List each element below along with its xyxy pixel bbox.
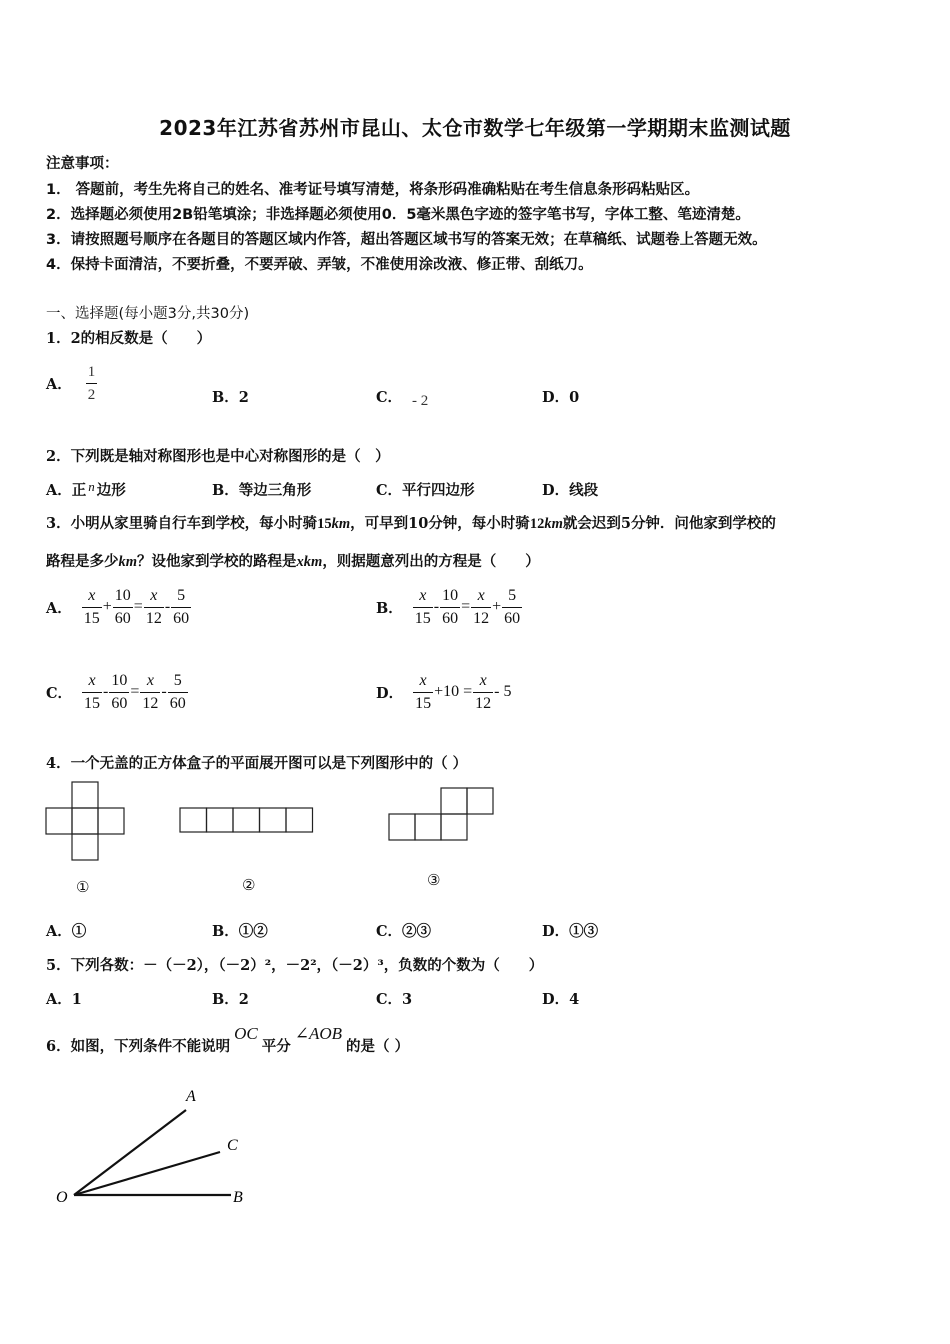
q1-a-label: A．: [46, 375, 72, 393]
q2-stem: 2．下列既是轴对称图形也是中心对称图形的是（ ）: [46, 448, 390, 465]
q1-a-denominator: 2: [87, 386, 96, 403]
q6-angle-diagram: [40, 1080, 270, 1220]
q1-option-c: [376, 386, 428, 407]
q3-option-a: A． $\frac{x}{15}$ + $\frac{10}{60}$ = $\frac{x}{12}$ - $\frac{5}{60}$: [46, 586, 190, 627]
q1-option-d: D．0: [542, 389, 580, 406]
q2-option-b: B．等边三角形: [212, 482, 312, 499]
q1-a-numerator: 1: [86, 361, 98, 384]
q2-option-d: D．线段: [542, 482, 599, 499]
note-item-1: 1． 答题前，考生先将自己的姓名、准考证号填写清楚，将条形码准确粘贴在考生信息条形码粘贴区。: [46, 182, 700, 198]
q1-c-value: - 2: [412, 393, 429, 409]
q5-option-c: C．3: [376, 991, 413, 1008]
q5-option-a: A．1: [46, 991, 82, 1008]
q5-option-d: D．4: [542, 991, 580, 1008]
q4-option-b: B．①②: [212, 923, 268, 940]
net-figure-1: [46, 782, 124, 860]
section-heading: 一、选择题(每小题3分,共30分): [46, 306, 250, 322]
q5-stem: 5．下列各数：－（－2），（－2）²，－2²，（－2）³，负数的个数为（ ）: [46, 957, 544, 974]
q1-option-b: B．2: [212, 389, 249, 406]
notes-heading: 注意事项：: [46, 156, 119, 172]
q4-option-c: C．②③: [376, 923, 432, 940]
q5-option-b: B．2: [212, 991, 249, 1008]
q4-figures: [0, 770, 950, 910]
q3-option-d: D． $\frac{x}{15}$ +10 = $\frac{x}{12}$ - 5: [376, 671, 512, 712]
ray-oa: [74, 1110, 186, 1195]
q2-a-pre: A．正: [46, 482, 87, 499]
q1-stem: 1．2的相反数是（ ）: [46, 330, 212, 347]
q6-oc: OC: [234, 1024, 258, 1043]
point-c-label: C: [227, 1137, 238, 1154]
q3-option-b: B． $\frac{x}{15}$ - $\frac{10}{60}$ = $\frac{x}{12}$ + $\frac{5}{60}$: [376, 586, 521, 627]
q1-option-a: [46, 360, 97, 406]
fig-label-3: ③: [427, 871, 441, 889]
q4-option-a: A．①: [46, 923, 87, 940]
ray-oc: [74, 1152, 220, 1195]
q1-c-label: C．: [376, 389, 403, 406]
q3-option-c: C． $\frac{x}{15}$ - $\frac{10}{60}$ = $\frac{x}{12}$ - $\frac{5}{60}$: [46, 671, 186, 712]
note-item-4: 4．保持卡面清洁，不要折叠，不要弄破、弄皱，不准使用涂改液、修正带、刮纸刀。: [46, 257, 593, 273]
net-figure-2: [180, 808, 313, 832]
q3-stem-line2: 路程是多少km？设他家到学校的路程是xkm，则据题意列出的方程是（ ）: [46, 553, 540, 570]
q4-option-d: D．①③: [542, 923, 599, 940]
point-a-label: A: [186, 1088, 196, 1105]
q2-option-c: C．平行四边形: [376, 482, 475, 499]
q2-a-var: n: [88, 479, 95, 494]
page-title: 2023年江苏省苏州市昆山、太仓市数学七年级第一学期期末监测试题: [159, 116, 791, 140]
note-item-2: 2．选择题必须使用2B铅笔填涂；非选择题必须使用0．5毫米黑色字迹的签字笔书写，字体工整、笔迹清楚。: [46, 207, 750, 223]
point-o-label: O: [56, 1189, 68, 1206]
q6-stem: 6．如图，下列条件不能说明OC平分∠AOB的是（ ）: [46, 1024, 410, 1055]
q4-stem: 4．一个无盖的正方体盒子的平面展开图可以是下列图形中的（ ）: [46, 755, 468, 772]
fig-label-1: ①: [76, 878, 90, 896]
q2-a-post: 边形: [96, 482, 126, 499]
q2-option-a: [46, 479, 126, 500]
q6-angle-aob: ∠AOB: [294, 1024, 343, 1043]
point-b-label: B: [233, 1189, 243, 1206]
note-item-3: 3．请按照题号顺序在各题目的答题区域内作答，超出答题区域书写的答案无效；在草稿纸、试题卷上答题无效。: [46, 232, 767, 248]
fig-label-2: ②: [242, 876, 256, 894]
q3-stem-line1: 3．小明从家里骑自行车到学校，每小时骑15km，可早到10分钟，每小时骑12km就会迟到5分钟．问他家到学校的: [46, 515, 776, 532]
net-figure-3: [389, 788, 493, 840]
